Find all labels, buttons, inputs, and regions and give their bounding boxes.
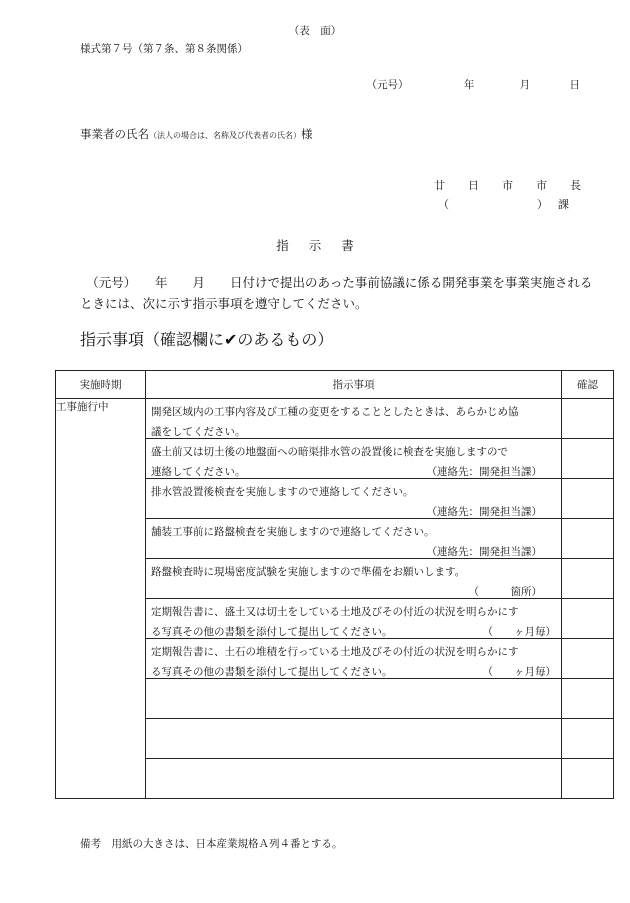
instruction-line2: 議をしてください。 <box>151 425 246 438</box>
table-row <box>56 399 614 439</box>
instruction-cell-empty[interactable] <box>146 719 562 759</box>
instruction-line1: 定期報告書に、土石の堆積を行っている土地及びその付近の状況を明らかにす <box>151 646 519 658</box>
instruction-note: （連絡先：開発担当課） <box>426 505 542 518</box>
instructions-table <box>55 370 614 799</box>
remark: 備考 用紙の大きさは、日本産業規格Ａ列４番とする。 <box>80 838 343 850</box>
instruction-line2: る写真その他の書類を添付して提出してください。 <box>151 665 393 678</box>
header-instruction: 指示事項 <box>146 371 562 399</box>
confirm-checkbox[interactable] <box>562 599 614 639</box>
confirm-checkbox[interactable] <box>562 399 614 439</box>
date-line <box>366 77 580 92</box>
face-label: （表 面） <box>288 25 342 37</box>
instruction-cell <box>146 399 562 439</box>
instruction-cell <box>146 639 562 679</box>
instructions-heading <box>80 327 333 350</box>
date-era: （元号） <box>366 79 409 91</box>
check-mark-icon: ✔ <box>224 330 238 349</box>
instruction-cell <box>146 519 562 559</box>
instruction-note: （ 箇所） <box>468 585 542 598</box>
instruction-note: （ ヶ月毎） <box>482 625 556 638</box>
issuer-mayor <box>434 177 581 193</box>
document-title: 指示書 <box>276 238 374 253</box>
confirm-checkbox[interactable] <box>562 719 614 759</box>
instruction-cell <box>146 439 562 479</box>
intro-paragraph: （元号） 年 月 日付けで提出のあった事前協議に係る開発事業を事業実施されるときには、次に示す指示事項を遵守してください。 <box>80 275 593 311</box>
heading-suffix: のあるもの） <box>237 330 334 349</box>
instruction-cell <box>146 599 562 639</box>
department-close: ） <box>537 198 548 211</box>
confirm-checkbox[interactable] <box>562 559 614 599</box>
confirm-checkbox[interactable] <box>562 759 614 799</box>
mayor-char: 市 <box>502 179 513 192</box>
addressee-note: （法人の場合は、名称及び代表者の氏名） <box>149 131 301 140</box>
instruction-note: （連絡先：開発担当課） <box>426 545 542 558</box>
date-day: 日 <box>569 79 580 91</box>
confirm-checkbox[interactable] <box>562 479 614 519</box>
issuer-department <box>438 196 569 212</box>
instruction-line1: 路盤検査時に現場密度試験を実施しますので準備をお願いします。 <box>151 566 466 578</box>
instruction-note: （連絡先：開発担当課） <box>426 465 542 478</box>
instruction-cell <box>146 559 562 599</box>
instruction-line1: 舗装工事前に路盤検査を実施しますので連絡してください。 <box>151 526 435 538</box>
department-suffix: 課 <box>558 198 569 211</box>
date-month: 月 <box>519 79 531 91</box>
instruction-line1: 開発区域内の工事内容及び工種の変更をすることとしたときは、あらかじめ協 <box>151 406 519 418</box>
header-period: 実施時期 <box>56 371 146 399</box>
instruction-line2: 連絡してください。 <box>151 465 246 478</box>
addressee <box>80 126 313 142</box>
instruction-cell <box>146 479 562 519</box>
instruction-line2: る写真その他の書類を添付して提出してください。 <box>151 625 393 638</box>
instruction-cell-empty[interactable] <box>146 679 562 719</box>
instruction-line1: 盛土前又は切土後の地盤面への暗渠排水管の設置後に検査を実施しますので <box>151 446 508 458</box>
header-confirm: 確認 <box>562 371 614 399</box>
mayor-char: 日 <box>468 179 479 192</box>
confirm-checkbox[interactable] <box>562 519 614 559</box>
date-year: 年 <box>463 79 475 91</box>
mayor-char: 長 <box>570 179 581 192</box>
instruction-line1: 排水管設置後検査を実施しますので連絡してください。 <box>151 486 414 498</box>
confirm-checkbox[interactable] <box>562 639 614 679</box>
table-header-row <box>56 371 614 399</box>
mayor-char: 市 <box>536 179 547 192</box>
instruction-line1: 定期報告書に、盛土又は切土をしている土地及びその付近の状況を明らかにす <box>151 606 519 618</box>
instruction-cell-empty[interactable] <box>146 759 562 799</box>
confirm-checkbox[interactable] <box>562 439 614 479</box>
confirm-checkbox[interactable] <box>562 679 614 719</box>
period-cell: 工事施行中 <box>56 399 146 799</box>
addressee-main: 事業者の氏名 <box>80 127 149 141</box>
mayor-char: 廿 <box>434 179 445 192</box>
instruction-note: （ ヶ月毎） <box>482 665 556 678</box>
department-open: （ <box>438 198 449 211</box>
heading-prefix: 指示事項（確認欄に <box>80 330 225 349</box>
form-number: 様式第７号（第７条、第８条関係） <box>80 43 248 55</box>
addressee-suffix: 様 <box>301 127 313 141</box>
